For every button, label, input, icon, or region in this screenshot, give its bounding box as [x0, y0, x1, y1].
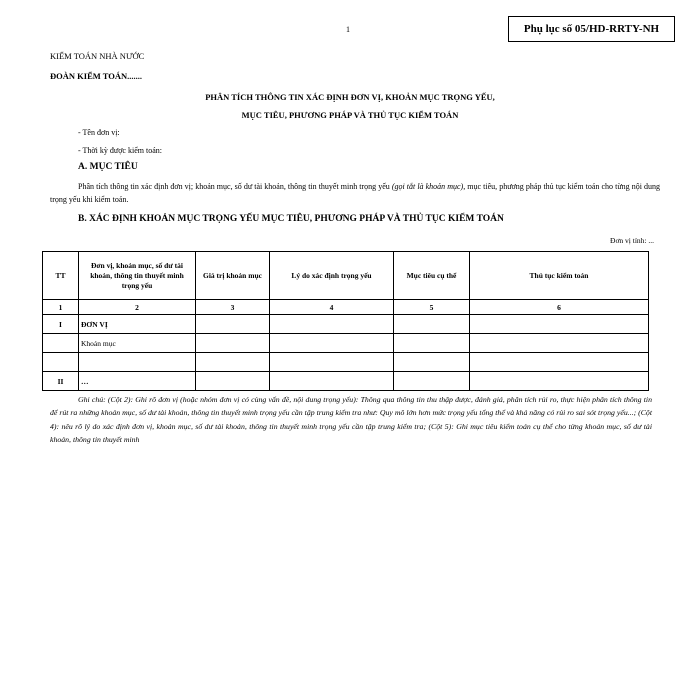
section-a-paragraph [50, 180, 660, 206]
table-row [43, 372, 649, 391]
col-number: 1 [43, 300, 79, 315]
table-cell [196, 353, 270, 372]
document-title-line-1: PHÂN TÍCH THÔNG TIN XÁC ĐỊNH ĐƠN VỊ, KHOẢN MỤC TRỌNG YẾU, [205, 92, 495, 102]
organization-name: KIỂM TOÁN NHÀ NƯỚC [50, 51, 145, 61]
col-number: 2 [79, 300, 196, 315]
table-cell [270, 315, 394, 334]
table-cell [270, 353, 394, 372]
table-cell [470, 353, 649, 372]
section-b-heading: B. XÁC ĐỊNH KHOẢN MỤC TRỌNG YẾU MỤC TIÊU, PHƯƠNG PHÁP VÀ THỦ TỤC KIỂM TOÁN [78, 214, 504, 224]
row-item: ĐƠN VỊ [79, 315, 196, 334]
col-number: 3 [196, 300, 270, 315]
table-row [43, 315, 649, 334]
table-cell [394, 315, 470, 334]
table-cell [196, 315, 270, 334]
section-a-text-end: , mục tiêu, phương pháp thủ tục kiểm toán cho từng nội dung trọng yếu khi kiểm toán. [50, 182, 661, 204]
table-cell [196, 372, 270, 391]
table-cell [270, 372, 394, 391]
table-cell [394, 353, 470, 372]
row-tt [43, 334, 79, 353]
table-cell [470, 315, 649, 334]
section-a-heading: A. MỤC TIÊU [78, 162, 138, 172]
notes-paragraph: Ghi chú: (Cột 2): Ghi rõ đơn vị (hoặc nhóm đơn vị có cùng vấn đề, nội dung trọng yếu): Thông qua thông tin thu thập được, đánh giá, phân tích rủi ro, thực hiện phân tích thông tin để rút ra những khoản mục, số dư tài khoản, thông tin thuyết minh trọng yếu cần tập trung kiểm tra như: Quy mô lớn hơn mức trọng yếu tổng thể và khả năng có rủi ro sai sót trọng yếu...; (Cột 4): nêu rõ lý do xác định đơn vị, khoản mục, số dư tài khoản, thông tin thuyết minh trọng yếu cần tập trung kiểm tra; (Cột 5): Ghi mục tiêu kiểm toán cụ thể cho từng khoản mục, số dư tài khoản, thông tin thuyết minh [50, 395, 652, 444]
table-cell [196, 334, 270, 353]
col-header-value: Giá trị khoản mục [196, 252, 270, 300]
table-cell [270, 334, 394, 353]
row-tt [43, 353, 79, 372]
table-row [43, 334, 649, 353]
table-cell [394, 372, 470, 391]
section-a-text-italic: (gọi tắt là khoản mục) [391, 182, 464, 191]
section-a-text-start: Phân tích thông tin xác định đơn vị; khoản mục, số dư tài khoản, thông tin thuyết minh trọng yếu [78, 182, 392, 191]
row-item [79, 353, 196, 372]
col-header-objective: Mục tiêu cụ thể [394, 252, 470, 300]
row-tt: I [43, 315, 79, 334]
col-header-reason: Lý do xác định trọng yếu [270, 252, 394, 300]
table-cell [470, 334, 649, 353]
table-row [43, 353, 649, 372]
table-cell [394, 334, 470, 353]
audit-team-name: ĐOÀN KIỂM TOÁN....... [50, 71, 143, 81]
col-header-item: Đơn vị, khoản mục, số dư tài khoản, thông tin thuyết minh trọng yếu [79, 252, 196, 300]
row-item: … [79, 372, 196, 391]
row-tt: II [43, 372, 79, 391]
table-column-number-row [43, 300, 649, 315]
unit-name-field: - Tên đơn vị: [78, 128, 120, 137]
col-header-tt: TT [43, 252, 79, 300]
unit-note: Đơn vị tính: ... [610, 236, 654, 245]
table-header-row [43, 252, 649, 300]
audit-period-field: - Thời kỳ được kiểm toán: [78, 146, 162, 155]
col-number: 4 [270, 300, 394, 315]
page-number: 1 [346, 25, 350, 34]
col-header-procedure: Thủ tục kiểm toán [470, 252, 649, 300]
col-number: 6 [470, 300, 649, 315]
table-cell [470, 372, 649, 391]
materiality-table [42, 251, 649, 391]
document-title-line-2: MỤC TIÊU, PHƯƠNG PHÁP VÀ THỦ TỤC KIỂM TOÁN [241, 110, 459, 120]
appendix-label-box: Phụ lục số 05/HD-RRTY-NH [508, 16, 675, 42]
row-item: Khoản mục [79, 334, 196, 353]
col-number: 5 [394, 300, 470, 315]
